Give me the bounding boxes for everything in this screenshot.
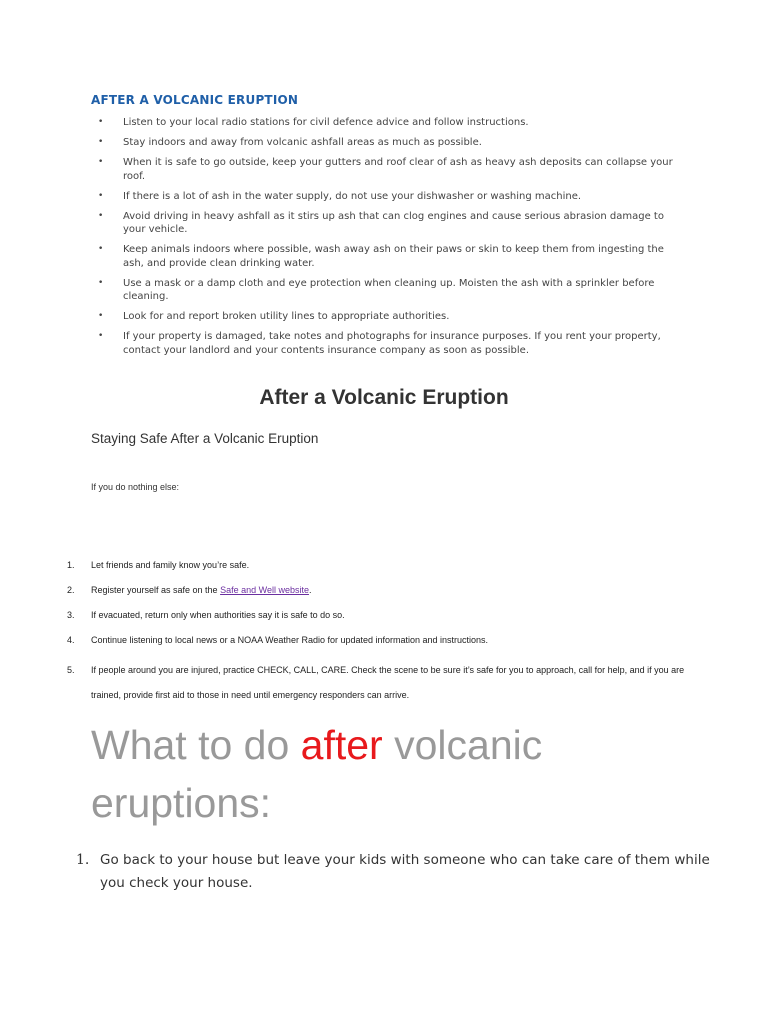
step-number: 3. <box>67 610 75 620</box>
step-text: Continue listening to local news or a NOAA Weather Radio for updated information and instructions. <box>91 635 489 645</box>
list-item-text: If your property is damaged, take notes and photographs for insurance purposes. If you rent your property, contact your landlord and your contents insurance company as soon as possible. <box>123 331 661 356</box>
bullet-icon: • <box>98 117 104 127</box>
step-number: 1. <box>67 560 75 570</box>
bullet-icon: • <box>98 137 104 147</box>
list-item <box>67 583 687 608</box>
list-item-text: When it is safe to go outside, keep your gutters and roof clear of ash as heavy ash deposits can collapse your roof. <box>123 157 673 182</box>
section-heading: AFTER A VOLCANIC ERUPTION <box>91 93 299 107</box>
step-number: 4. <box>67 635 75 645</box>
list-item-text: If there is a lot of ash in the water supply, do not use your dishwasher or washing machine. <box>123 190 582 202</box>
bullet-icon: • <box>98 157 104 167</box>
step-number: 2. <box>67 585 75 595</box>
title-part: What to do <box>91 722 301 768</box>
after-eruption-bullet-list <box>98 116 678 364</box>
item-number: 1. <box>76 852 90 868</box>
page-title: After a Volcanic Eruption <box>259 386 509 409</box>
list-item-text: Use a mask or a damp cloth and eye protection when cleaning up. Moisten the ash with a sprinkler before cleaning. <box>123 277 655 302</box>
list-item <box>98 210 678 237</box>
list-item <box>98 190 678 204</box>
list-item <box>98 277 678 304</box>
bullet-icon: • <box>98 277 104 288</box>
list-item <box>98 136 678 150</box>
safety-steps-list <box>67 558 687 708</box>
bullet-icon: • <box>98 190 104 201</box>
list-item <box>98 156 678 183</box>
intro-note: If you do nothing else: <box>91 482 180 492</box>
list-item <box>67 558 687 583</box>
step-text: If people around you are injured, practice CHECK, CALL, CARE. Check the scene to be sure it’s safe for you to approach, call for help, and if you are trained, provide first aid to those in need until emergency responders can arrive. <box>91 665 685 700</box>
list-item <box>67 608 687 633</box>
list-item <box>67 658 687 708</box>
page-subtitle: Staying Safe After a Volcanic Eruption <box>91 431 319 446</box>
bullet-icon: • <box>98 210 104 221</box>
step-text: Let friends and family know you’re safe. <box>91 560 250 570</box>
list-item-text: Stay indoors and away from volcanic ashfall areas as much as possible. <box>123 137 482 148</box>
list-item-text: Avoid driving in heavy ashfall as it stirs up ash that can clog engines and cause serious abrasion damage to your vehicle. <box>123 210 664 235</box>
list-item <box>98 330 678 357</box>
title-part: volcanic eruptions: <box>91 722 543 826</box>
after-eruption-actions-list <box>76 849 716 895</box>
what-to-do-title <box>91 716 711 832</box>
safe-and-well-link[interactable]: Safe and Well website <box>220 585 309 595</box>
list-item <box>67 633 687 658</box>
step-text-end: . <box>308 585 312 595</box>
list-item <box>98 243 678 270</box>
step-number: 5. <box>67 665 75 675</box>
bullet-icon: • <box>98 331 104 341</box>
list-item-text: Keep animals indoors where possible, wash away ash on their paws or skin to keep them from ingesting the ash, and provide clean drinking water. <box>123 244 664 269</box>
list-item <box>98 310 678 324</box>
list-item <box>76 849 716 895</box>
step-text: If evacuated, return only when authorities say it is safe to do so. <box>91 610 345 620</box>
bullet-icon: • <box>98 244 104 254</box>
list-item <box>98 116 678 130</box>
step-text: Register yourself as safe on the <box>91 585 221 595</box>
list-item-text: Look for and report broken utility lines to appropriate authorities. <box>123 311 450 322</box>
item-text: Go back to your house but leave your kids with someone who can take care of them while you check your house. <box>100 852 710 891</box>
list-item-text: Listen to your local radio stations for civil defence advice and follow instructions. <box>123 117 529 128</box>
bullet-icon: • <box>98 311 104 321</box>
title-accent-word: after <box>300 722 383 768</box>
